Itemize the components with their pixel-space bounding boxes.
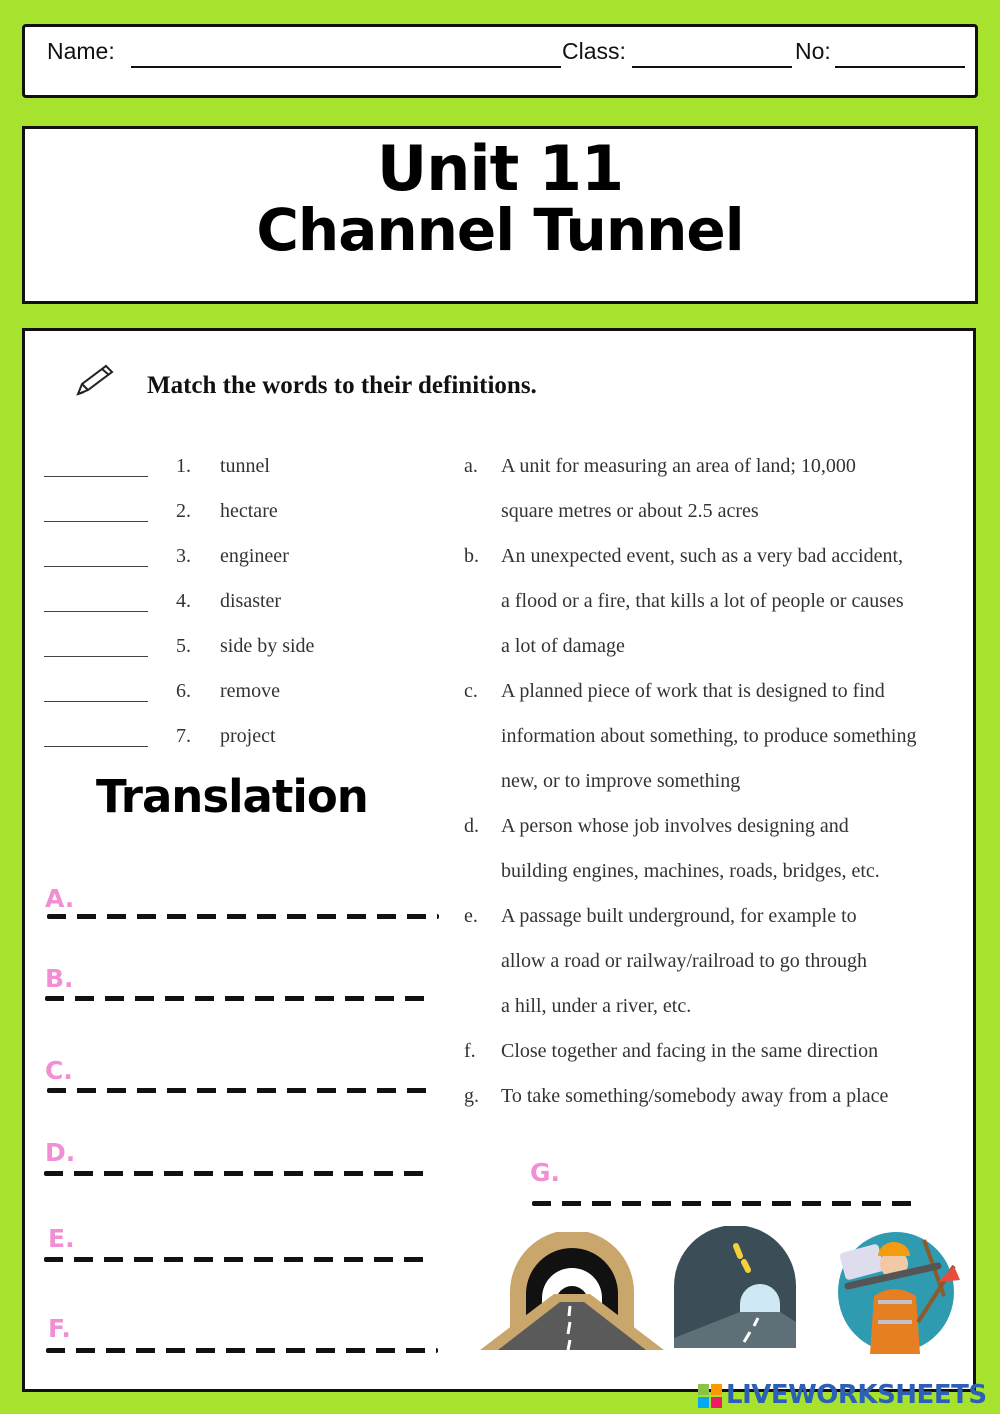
translation-field-g[interactable] (532, 1201, 922, 1206)
unit-subtitle: Channel Tunnel (256, 196, 744, 264)
definition-line: A passage built underground, for example to (501, 905, 857, 927)
definition-line: square metres or about 2.5 acres (501, 500, 759, 522)
definition-line: A unit for measuring an area of land; 10,000 (501, 455, 856, 477)
class-field[interactable] (632, 66, 792, 68)
definition-line: allow a road or railway/railroad to go through (501, 950, 867, 972)
translation-field-b[interactable] (45, 996, 435, 1001)
definition-letter: e. (464, 905, 478, 927)
translation-label-d: D. (45, 1138, 76, 1167)
answer-blank-7[interactable] (44, 746, 148, 747)
name-class-header (22, 24, 978, 98)
translation-field-d[interactable] (44, 1171, 434, 1176)
word-item: hectare (220, 500, 278, 522)
translation-field-f[interactable] (46, 1348, 438, 1353)
definition-line: new, or to improve something (501, 770, 741, 792)
definition-line: To take something/somebody away from a place (501, 1085, 889, 1107)
name-field[interactable] (131, 66, 561, 68)
word-item: project (220, 725, 276, 747)
word-item: disaster (220, 590, 282, 612)
definition-line: A planned piece of work that is designed to find (501, 680, 885, 702)
answer-blank-4[interactable] (44, 611, 148, 612)
tunnel-road-icon (674, 1226, 796, 1348)
translation-label-g: G. (530, 1158, 561, 1187)
word-item: side by side (220, 635, 315, 657)
definition-line: a flood or a fire, that kills a lot of people or causes (501, 590, 904, 612)
answer-blank-2[interactable] (44, 521, 148, 522)
translation-label-a: A. (45, 884, 75, 913)
answer-blank-3[interactable] (44, 566, 148, 567)
answer-blank-6[interactable] (44, 701, 148, 702)
answer-blank-1[interactable] (44, 476, 148, 477)
definition-line: Close together and facing in the same direction (501, 1040, 879, 1062)
watermark: LIVEWORKSHEETS (726, 1380, 987, 1410)
definition-line: a lot of damage (501, 635, 625, 657)
translation-label-c: C. (45, 1056, 73, 1085)
translation-label-e: E. (48, 1224, 75, 1253)
definition-line: a hill, under a river, etc. (501, 995, 692, 1017)
class-label: Class: (562, 38, 626, 64)
number-field[interactable] (835, 66, 965, 68)
word-number: 4. (176, 590, 191, 612)
unit-title: Unit 11 (376, 132, 624, 205)
answer-blank-5[interactable] (44, 656, 148, 657)
translation-heading: Translation (96, 770, 368, 823)
word-number: 6. (176, 680, 191, 702)
word-number: 2. (176, 500, 191, 522)
word-number: 1. (176, 455, 191, 477)
liveworksheets-logo-icon (698, 1384, 722, 1408)
definition-line: A person whose job involves designing and (501, 815, 849, 837)
translation-field-e[interactable] (44, 1257, 434, 1262)
word-item: engineer (220, 545, 289, 567)
definition-letter: c. (464, 680, 478, 702)
definition-line: An unexpected event, such as a very bad accident, (501, 545, 904, 567)
translation-label-f: F. (48, 1314, 71, 1343)
definition-letter: b. (464, 545, 479, 567)
engineer-illustration-icon (834, 1226, 968, 1354)
word-number: 7. (176, 725, 191, 747)
translation-field-a[interactable] (47, 914, 439, 919)
word-number: 5. (176, 635, 191, 657)
translation-field-c[interactable] (47, 1088, 437, 1093)
name-label: Name: (47, 38, 115, 64)
number-label: No: (795, 38, 831, 64)
definition-letter: f. (464, 1040, 476, 1062)
translation-label-b: B. (45, 964, 74, 993)
pen-icon (72, 362, 118, 398)
definition-letter: d. (464, 815, 479, 837)
definition-line: information about something, to produce something (501, 725, 917, 747)
definition-letter: a. (464, 455, 478, 477)
word-number: 3. (176, 545, 191, 567)
word-item: remove (220, 680, 280, 702)
instruction-text: Match the words to their definitions. (147, 372, 537, 399)
tunnel-entrance-icon (480, 1232, 664, 1350)
definition-letter: g. (464, 1085, 479, 1107)
definition-line: building engines, machines, roads, bridges, etc. (501, 860, 880, 882)
word-item: tunnel (220, 455, 270, 477)
